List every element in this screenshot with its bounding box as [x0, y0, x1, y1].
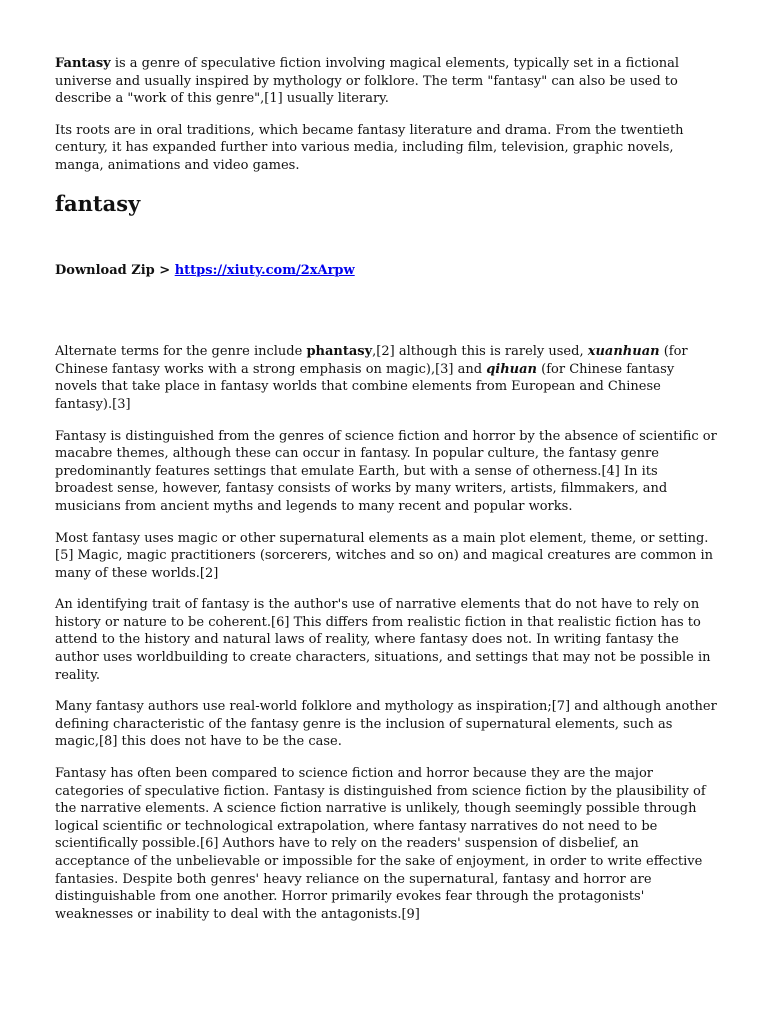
article: [55, 55, 717, 937]
body-paragraph: Most fantasy uses magic or other supernatural elements as a main plot element, theme, or setting.[5] Magic, magic practitioners (sorcerers, witches and so on) and magical creatures are common in many of these worlds.[2]: [55, 530, 714, 581]
intro-paragraph-2: Its roots are in oral traditions, which became fantasy literature and drama. From the twentieth century, it has expanded further into various media, including film, television, graphic novels, manga, animations and video games.: [55, 122, 684, 173]
alt-text-2: ,[2] although this is rarely used,: [372, 344, 588, 360]
spacer: [55, 279, 717, 343]
download-line: [55, 262, 717, 280]
download-label: Download Zip >: [55, 262, 175, 278]
alt-text-1: Alternate terms for the genre include: [55, 344, 307, 360]
intro-paragraph-1: [55, 55, 717, 108]
alt-term-phantasy: phantasy: [306, 344, 373, 360]
alt-text-3: (for Chinese fantasy works with a strong emphasis on magic),[3] and: [55, 344, 688, 377]
intro-paragraph-1-text: is a genre of speculative fiction involving magical elements, typically set in a fictional universe and usually inspired by mythology or folklore. The term "fantasy" can also be used to describe a "work of this genre",[1] usually literary.: [55, 56, 680, 107]
page-heading: fantasy: [55, 190, 141, 216]
intro-term: Fantasy: [55, 56, 111, 71]
body-paragraph: Many fantasy authors use real-world folklore and mythology as inspiration;[7] and although another defining characteristic of the fantasy genre is the inclusion of supernatural elements, such as magic,[8] this does not have to be the case.: [55, 699, 717, 750]
download-link[interactable]: https://xiuty.com/2xArpw: [174, 262, 355, 278]
body-paragraph: An identifying trait of fantasy is the author's use of narrative elements that do not have to rely on history or nature to be coherent.[6] This differs from realistic fiction in that realistic fiction has to attend to the history and natural laws of reality, where fantasy does not. In writing fantasy the author uses worldbuilding to create characters, situations, and settings that may not be possible in reality.: [55, 597, 711, 683]
alt-term-qihuan: qihuan: [486, 361, 538, 377]
alternate-terms-paragraph: [55, 343, 717, 413]
body-paragraph: Fantasy is distinguished from the genres of science fiction and horror by the absence of scientific or macabre themes, although these can occur in fantasy. In popular culture, the fantasy genre predominantly features settings that emulate Earth, but with a sense of otherness.[4] In its broadest sense, however, fantasy consists of works by many writers, artists, filmmakers, and musicians from ancient myths and legends to many recent and popular works.: [55, 428, 717, 514]
alt-text-4: (for Chinese fantasy novels that take place in fantasy worlds that combine elements from European and Chinese fantasy).[3]: [55, 361, 675, 412]
alt-term-xuanhuan: xuanhuan: [587, 344, 660, 360]
body-paragraph: Fantasy has often been compared to science fiction and horror because they are the major categories of speculative fiction. Fantasy is distinguished from science fiction by the plausibility of the narrative elements. A science fiction narrative is unlikely, though seemingly possible through logical scientific or technological extrapolation, where fantasy narratives do not need to be scientifically possible.[6] Authors have to rely on the readers' suspension of disbelief, an acceptance of the unbelievable or impossible for the sake of enjoyment, in order to write effective fantasies. Despite both genres' heavy reliance on the supernatural, fantasy and horror are distinguishable from one another. Horror primarily evokes fear through the protagonists' weaknesses or inability to deal with the antagonists.[9]: [55, 766, 706, 922]
